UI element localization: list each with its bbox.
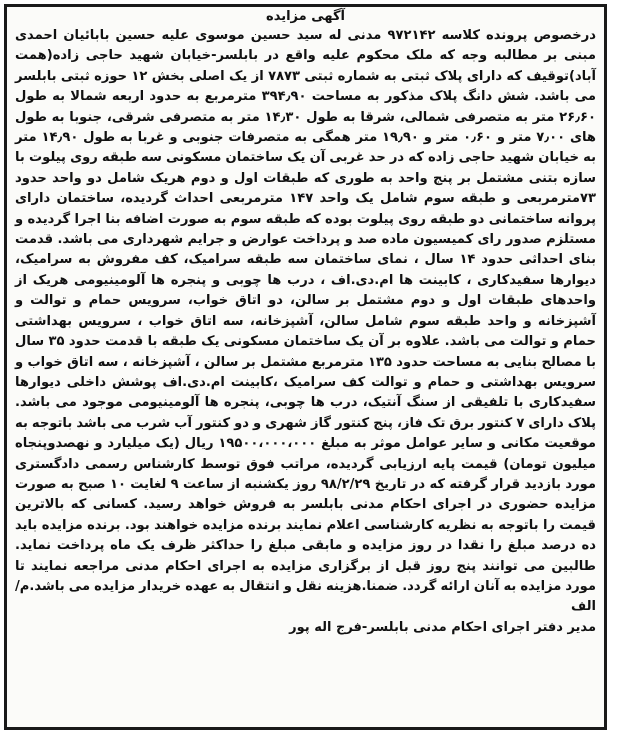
auction-notice <box>4 4 607 730</box>
notice-signature: مدیر دفتر اجرای احکام مدنی بابلسر-فرج اله پور <box>289 619 596 635</box>
notice-body: درخصوص پرونده کلاسه ۹۷۲۱۴۲ مدنی له سید حسین موسوی علیه حسین بابائیان احمدی مبنی بر مطالبه وجه که ملک محکوم علیه واقع در بابلسر-خیابان شهید حاجی زاده(همت آباد)توقیف که دارای پلاک ثبتی به شماره ثبتی ۷۸۷۳ از یک اصلی بخش ۱۲ حوزه ثبتی بابلسر می باشد. شش دانگ پلاک مذکور به مساحت ۳۹۴٫۹۰ مترمربع به حدود اربعه شمالا به طول ۲۶٫۶۰ متر به متصرفی شمالی، شرقا به طول ۱۴٫۳۰ متر به متصرفی شرقی، جنوبا به طول های ۷٫۰۰ متر و ۰٫۶۰ متر و ۱۹٫۹۰ متر همگی به متصرفات جنوبی و غربا به طول ۱۴٫۹۰ متر به خیابان شهید حاجی زاده که در حد غربی آن یک ساختمان مسکونی سه طبقه روی پیلوت با سازه بتنی مشتمل بر پنج واحد به طوری که طبقات اول و دوم هریک شامل دو واحد حدود ۷۳مترمربعی و طبقه سوم شامل یک واحد ۱۴۷ مترمربعی احداث گردیده، ساختمان دارای پروانه ساختمانی دو طبقه روی پیلوت بوده که طبقه سوم به صورت اضافه بنا اجرا گردیده و مستلزم صدور رای کمیسیون ماده صد و پرداخت عوارض و جرایم شهرداری می باشد. قدمت بنای احداثی حدود ۱۴ سال ، نمای ساختمان سه طبقه سرامیک، کف مفروش به سرامیک، دیوارها سفیدکاری ، کابینت ها ام.دی.اف ، درب ها چوبی و پنجره ها آلومینیومی هریک از واحدهای طبقات اول و دوم مشتمل بر سالن، دو اتاق خواب، سرویس حمام و توالت و آشپزخانه و واحد طبقه سوم شامل سالن، آشپزخانه، سه اتاق خواب ، سرویس بهداشتی حمام و توالت می باشد. علاوه بر آن یک ساختمان مسکونی یک طبقه با قدمت حدود ۳۵ سال با مصالح بنایی به مساحت حدود ۱۳۵ مترمربع مشتمل بر سالن ، آشپزخانه ، سه اتاق خواب و سرویس بهداشتی و حمام و توالت کف سرامیک ،کابینت ام.دی.اف پوشش داخلی دیوارها سفیدکاری با تلفیقی از سنگ آنتیک، درب ها چوبی، پنجره ها آلومینیومی موجود می باشد. پلاک دارای ۷ کنتور برق تک فاز، پنج کنتور گاز شهری و دو کنتور آب شرب می باشد باتوجه به موقعیت مکانی و سایر عوامل موثر به مبلغ ۱۹۵۰۰،۰۰۰،۰۰۰ ریال (یک میلیارد و نهصدوپنجاه میلیون تومان) قیمت پایه ارزیابی گردیده، مراتب فوق توسط کارشناس رسمی دادگستری مورد بازدید قرار گرفته که در تاریخ ۹۸/۲/۲۹ روز یکشنبه از ساعت ۹ لغایت ۱۰ صبح به صورت مزایده حضوری در اجرای احکام مدنی بابلسر به فروش خواهد رسید. کسانی که بالاترین قیمت را باتوجه به نظریه کارشناسی اعلام نمایند برنده مزایده خواهند بود. برنده مزایده باید ده درصد مبلغ را نقدا در روز مزایده و مابقی مبلغ را حداکثر ظرف یک ماه پرداخت نماید. طالبین می توانند پنج روز قبل از برگزاری مزایده به اجرای احکام مدنی مراجعه نمایند تا مورد مزایده به آنان ارائه گردد. ضمنا.هزینه نقل و انتقال به عهده خریدار مزایده می باشد.م/الف <box>15 28 596 615</box>
notice-title: آگهی مزایده <box>266 9 345 24</box>
